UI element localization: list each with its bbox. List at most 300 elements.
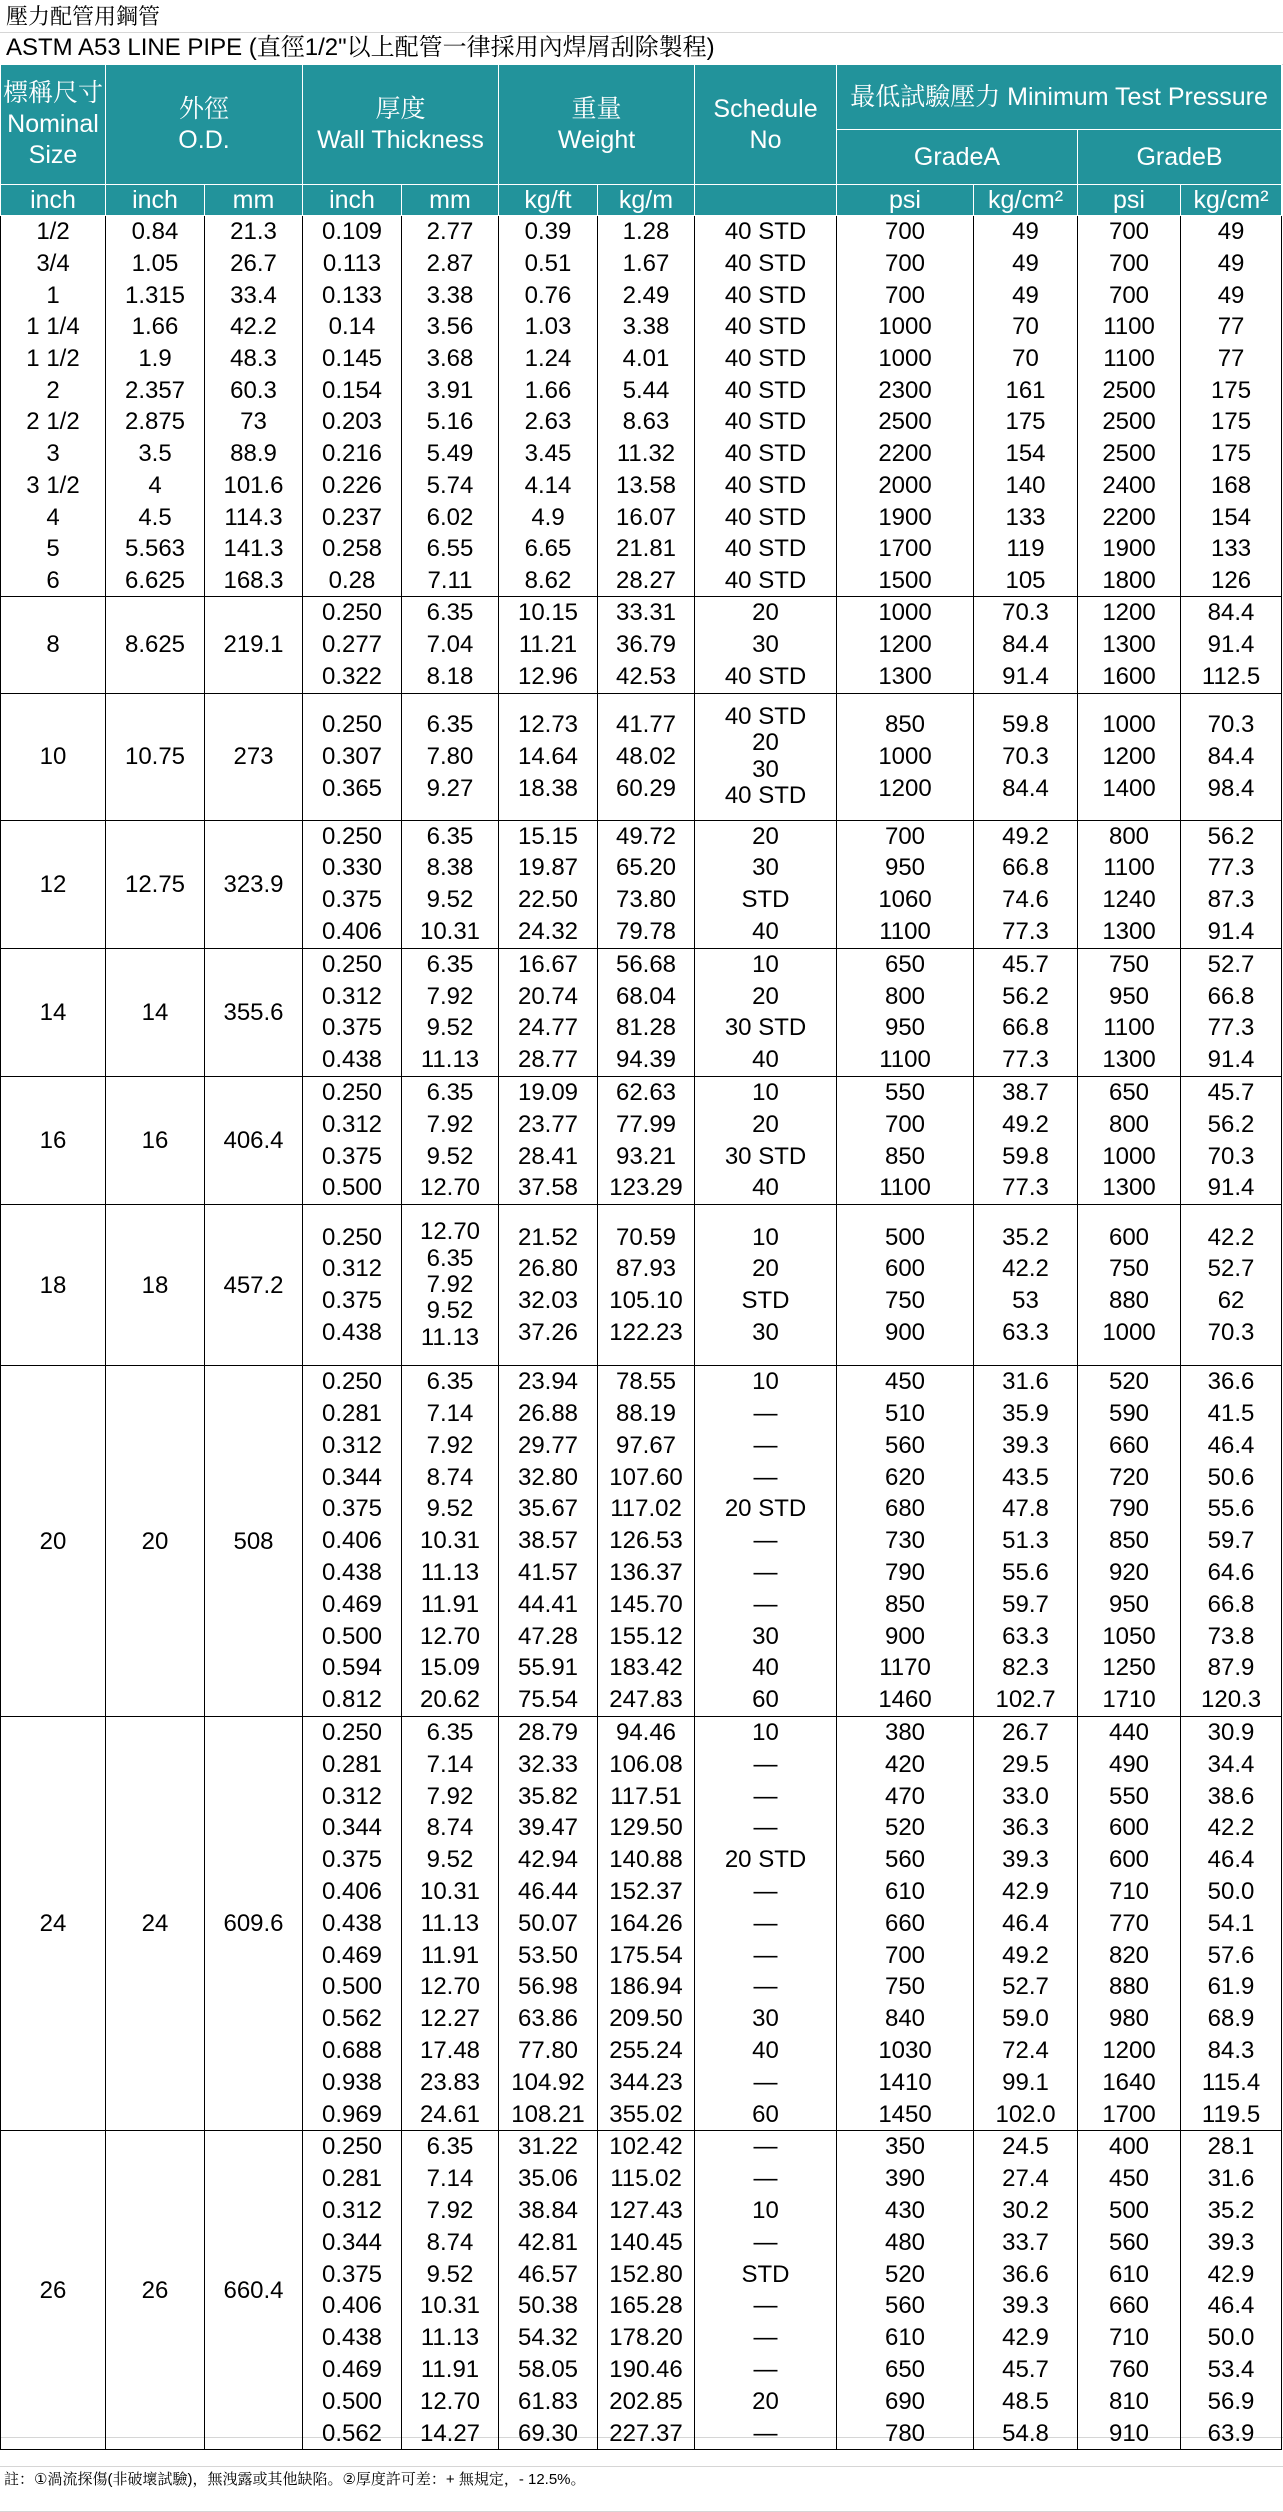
- cell-line: 850: [884, 1142, 926, 1170]
- cell-grade-b-psi: [1078, 1366, 1181, 1717]
- cell-line: 0.562: [321, 2419, 383, 2447]
- cell-line: 140.45: [609, 2228, 683, 2256]
- cell-size: 8: [1, 597, 106, 693]
- cell-od-mm: 273: [205, 693, 303, 820]
- cell-line: 35.06: [517, 2165, 579, 2193]
- cell-line: 94.39: [615, 1046, 677, 1074]
- cell-line: 0.406: [321, 2292, 383, 2320]
- cell-line: 52.7: [1002, 1973, 1049, 2001]
- cell-size: 6: [1, 565, 106, 597]
- cell-line: 37.58: [517, 1174, 579, 1202]
- cell-line: 400: [1108, 2133, 1150, 2161]
- cell-line: 98.4: [1207, 774, 1255, 802]
- cell-line: 710: [1108, 1877, 1150, 1905]
- cell-weight-kgft: 0.39: [499, 216, 598, 248]
- cell-line: 8.74: [426, 1463, 474, 1491]
- cell-schedule: 40 STD: [695, 216, 837, 248]
- cell-line: 30 STD: [724, 1142, 807, 1170]
- cell-line: 36.79: [615, 631, 677, 659]
- cell-line: 84.4: [1207, 599, 1255, 627]
- unit-grade-a-psi: psi: [837, 185, 974, 216]
- cell-line: 0.469: [321, 1590, 383, 1618]
- cell-weight-kgft: 1.66: [499, 374, 598, 406]
- cell-line: 70.3: [1002, 742, 1049, 770]
- cell-size: 3 1/2: [1, 470, 106, 502]
- cell-line: 87.9: [1207, 1654, 1255, 1682]
- cell-line: 1170: [879, 1654, 931, 1682]
- cell-line: 7.04: [426, 631, 474, 659]
- cell-line: 97.67: [615, 1431, 677, 1459]
- cell-grade-b-psi: [1078, 2131, 1181, 2450]
- cell-line: 94.46: [615, 1718, 677, 1746]
- cell-thickness-mm: [402, 1366, 499, 1717]
- cell-line: 850: [1108, 1527, 1150, 1555]
- cell-line: 59.8: [1002, 710, 1049, 738]
- cell-line: 12.70: [419, 1973, 481, 2001]
- cell-thickness-inch: 0.113: [303, 248, 402, 280]
- table-row: [1, 470, 1282, 502]
- cell-line: 1200: [878, 631, 932, 659]
- cell-weight-kgm: 13.58: [598, 470, 695, 502]
- cell-line: 104.92: [511, 2068, 585, 2096]
- cell-line: 6.35: [426, 822, 474, 850]
- cell-grade-a-kgcm2: 154: [974, 438, 1078, 470]
- size-group-row: [1, 2131, 1282, 2450]
- cell-thickness-mm: 2.87: [402, 248, 499, 280]
- cell-line: 380: [884, 1718, 926, 1746]
- cell-line: 9.52: [426, 1297, 474, 1325]
- cell-line: 650: [884, 2355, 926, 2383]
- cell-line: 53.50: [517, 1941, 579, 1969]
- cell-line: 9.52: [426, 886, 474, 914]
- cell-line: 119.5: [1201, 2100, 1261, 2128]
- cell-grade-a-psi: 700: [837, 248, 974, 280]
- cell-weight-kgft: [499, 597, 598, 693]
- cell-line: 117.02: [610, 1495, 682, 1523]
- cell-weight-kgm: 3.38: [598, 311, 695, 343]
- cell-od-inch: 5.563: [106, 533, 205, 565]
- cell-thickness-mm: [402, 948, 499, 1076]
- cell-od-mm: 48.3: [205, 343, 303, 375]
- cell-line: 0.322: [321, 662, 383, 690]
- cell-thickness-inch: 0.237: [303, 501, 402, 533]
- cell-grade-b-psi: 1100: [1078, 343, 1181, 375]
- cell-line: 19.09: [517, 1079, 579, 1107]
- cell-line: 6.35: [426, 1718, 474, 1746]
- cell-line: 84.4: [1207, 742, 1255, 770]
- header-schedule: Schedule No: [695, 65, 837, 185]
- cell-line: —: [753, 1558, 778, 1586]
- cell-line: 44.41: [517, 1590, 579, 1618]
- cell-grade-a-kgcm2: [974, 1716, 1078, 2130]
- cell-line: 32.80: [517, 1463, 579, 1491]
- unit-thickness-mm: mm: [402, 185, 499, 216]
- cell-line: 20: [752, 729, 779, 757]
- cell-grade-a-kgcm2: [974, 820, 1078, 948]
- cell-od-mm: 42.2: [205, 311, 303, 343]
- cell-line: 0.406: [321, 1877, 383, 1905]
- cell-thickness-mm: 5.49: [402, 438, 499, 470]
- cell-thickness-inch: 0.216: [303, 438, 402, 470]
- cell-line: 26.88: [517, 1400, 579, 1427]
- cell-line: 0.250: [321, 822, 383, 850]
- cell-line: 14.27: [419, 2419, 481, 2447]
- cell-line: 105.10: [609, 1287, 683, 1315]
- cell-grade-b-kgcm2: [1181, 2131, 1282, 2450]
- cell-line: 950: [884, 854, 926, 882]
- cell-line: 7.80: [426, 742, 474, 770]
- cell-line: 51.3: [1002, 1527, 1049, 1555]
- cell-line: 66.8: [1207, 1590, 1255, 1618]
- cell-line: 42.94: [517, 1846, 579, 1874]
- cell-line: 14.64: [517, 742, 579, 770]
- cell-line: 12.70: [419, 1174, 481, 1202]
- cell-line: 77.3: [1207, 1014, 1255, 1042]
- cell-grade-b-psi: [1078, 1205, 1181, 1366]
- cell-line: 70.59: [615, 1223, 677, 1251]
- cell-schedule: 40 STD: [695, 406, 837, 438]
- cell-line: 0.375: [321, 886, 383, 914]
- cell-grade-b-kgcm2: [1181, 597, 1282, 693]
- cell-line: —: [753, 2419, 778, 2447]
- cell-line: 56.98: [517, 1973, 579, 2001]
- cell-line: 0.250: [321, 950, 383, 978]
- cell-line: 520: [884, 1814, 926, 1842]
- cell-line: 102.42: [609, 2133, 683, 2161]
- header-grade-a: GradeA: [837, 130, 1078, 185]
- cell-line: 35.9: [1002, 1400, 1049, 1427]
- cell-line: 0.812: [321, 1686, 383, 1714]
- cell-od-mm: 457.2: [205, 1205, 303, 1366]
- unit-schedule: [695, 185, 837, 216]
- unit-weight-kgft: kg/ft: [499, 185, 598, 216]
- cell-line: 27.4: [1002, 2165, 1049, 2193]
- cell-grade-b-psi: 700: [1078, 216, 1181, 248]
- cell-line: 50.0: [1207, 1877, 1255, 1905]
- header-wall-thickness: 厚度 Wall Thickness: [303, 65, 499, 185]
- cell-weight-kgm: 11.32: [598, 438, 695, 470]
- cell-line: 510: [884, 1400, 926, 1427]
- cell-line: 23.83: [419, 2068, 481, 2096]
- page-subtitle: ASTM A53 LINE PIPE (直徑1/2"以上配管一律採用內焊屑刮除製程): [6, 34, 715, 61]
- cell-od-mm: 33.4: [205, 279, 303, 311]
- cell-line: 900: [884, 1622, 926, 1650]
- cell-line: 9.52: [426, 1142, 474, 1170]
- cell-line: 52.7: [1207, 950, 1255, 978]
- cell-line: 0.250: [321, 1718, 383, 1746]
- cell-line: 28.41: [517, 1142, 579, 1170]
- cell-line: 40: [752, 1174, 779, 1202]
- cell-od-inch: 10.75: [106, 693, 205, 820]
- cell-line: 0.375: [321, 1287, 383, 1315]
- table-row: [1, 311, 1282, 343]
- cell-line: 29.5: [1002, 1750, 1049, 1778]
- cell-line: 66.8: [1207, 982, 1255, 1010]
- cell-line: 10: [752, 1079, 779, 1107]
- cell-line: 45.7: [1207, 1079, 1255, 1107]
- cell-weight-kgft: 1.03: [499, 311, 598, 343]
- cell-thickness-inch: [303, 1077, 402, 1205]
- cell-line: 40 STD: [724, 781, 807, 809]
- table-row: [1, 438, 1282, 470]
- cell-weight-kgm: 21.81: [598, 533, 695, 565]
- cell-line: 34.4: [1207, 1750, 1255, 1778]
- cell-line: 60: [752, 1686, 779, 1714]
- cell-od-mm: 406.4: [205, 1077, 303, 1205]
- cell-line: 46.4: [1002, 1909, 1049, 1937]
- cell-line: —: [753, 1909, 778, 1937]
- cell-grade-a-kgcm2: 133: [974, 501, 1078, 533]
- cell-od-inch: 2.357: [106, 374, 205, 406]
- cell-line: 10: [752, 950, 779, 978]
- cell-grade-a-kgcm2: [974, 597, 1078, 693]
- cell-line: 800: [1108, 1110, 1150, 1138]
- cell-line: 42.9: [1207, 2260, 1255, 2288]
- cell-line: 46.4: [1207, 1846, 1255, 1874]
- cell-size: 5: [1, 533, 106, 565]
- cell-line: 12.27: [419, 2005, 481, 2033]
- cell-line: 127.43: [609, 2196, 683, 2224]
- cell-schedule: [695, 597, 837, 693]
- cell-line: 59.7: [1207, 1527, 1255, 1555]
- cell-weight-kgft: 6.65: [499, 533, 598, 565]
- cell-line: 344.23: [609, 2068, 683, 2096]
- cell-line: 42.2: [1002, 1255, 1049, 1283]
- cell-od-mm: 88.9: [205, 438, 303, 470]
- cell-line: 40: [752, 2036, 779, 2064]
- cell-line: 75.54: [517, 1686, 579, 1714]
- cell-line: 50.07: [517, 1909, 579, 1937]
- cell-line: 0.281: [321, 1750, 383, 1778]
- cell-line: 430: [884, 2196, 926, 2224]
- cell-line: 20 STD: [724, 1495, 807, 1523]
- cell-thickness-inch: [303, 693, 402, 820]
- cell-line: 660: [1108, 2292, 1150, 2320]
- cell-od-mm: 26.7: [205, 248, 303, 280]
- cell-weight-kgft: [499, 1077, 598, 1205]
- cell-line: 30.9: [1207, 1718, 1255, 1746]
- cell-line: 355.02: [609, 2100, 683, 2128]
- size-group-row: [1, 693, 1282, 820]
- cell-line: 9.52: [426, 2260, 474, 2288]
- cell-weight-kgm: [598, 2131, 695, 2450]
- cell-schedule: 40 STD: [695, 248, 837, 280]
- cell-grade-a-psi: 2500: [837, 406, 974, 438]
- cell-schedule: 40 STD: [695, 279, 837, 311]
- cell-line: 49.2: [1002, 1941, 1049, 1969]
- cell-line: 42.81: [517, 2228, 579, 2256]
- cell-line: 560: [1108, 2228, 1150, 2256]
- cell-grade-b-kgcm2: 175: [1181, 438, 1282, 470]
- cell-line: 178.20: [609, 2324, 683, 2352]
- cell-line: 7.14: [426, 2165, 474, 2193]
- cell-schedule: 40 STD: [695, 438, 837, 470]
- cell-line: 420: [884, 1750, 926, 1778]
- cell-line: 45.7: [1002, 950, 1049, 978]
- cell-line: 750: [884, 1973, 926, 2001]
- cell-line: 6.35: [426, 1368, 474, 1396]
- cell-weight-kgm: [598, 1716, 695, 2130]
- cell-od-mm: 508: [205, 1366, 303, 1717]
- cell-weight-kgm: [598, 1077, 695, 1205]
- cell-line: 390: [884, 2165, 926, 2193]
- cell-line: 183.42: [609, 1654, 683, 1682]
- cell-line: 72.4: [1002, 2036, 1049, 2064]
- cell-line: 41.77: [615, 710, 677, 738]
- cell-line: 77.3: [1002, 1046, 1049, 1074]
- cell-line: 38.6: [1207, 1782, 1255, 1810]
- cell-line: 9.52: [426, 1014, 474, 1042]
- cell-line: 8.18: [426, 662, 474, 690]
- cell-line: 620: [884, 1463, 926, 1491]
- cell-line: 35.2: [1002, 1223, 1049, 1251]
- cell-grade-a-psi: 700: [837, 279, 974, 311]
- table-row: [1, 343, 1282, 375]
- cell-line: 610: [884, 1877, 926, 1905]
- cell-line: 61.83: [517, 2387, 579, 2415]
- cell-line: 15.15: [517, 822, 579, 850]
- size-group-row: [1, 1205, 1282, 1366]
- cell-line: 500: [884, 1223, 926, 1251]
- cell-size: 1 1/4: [1, 311, 106, 343]
- cell-line: 0.344: [321, 2228, 383, 2256]
- cell-od-mm: 219.1: [205, 597, 303, 693]
- cell-grade-b-psi: 2200: [1078, 501, 1181, 533]
- cell-line: 0.500: [321, 1622, 383, 1650]
- cell-line: 6.35: [426, 2133, 474, 2161]
- cell-grade-b-kgcm2: 175: [1181, 406, 1282, 438]
- cell-line: 117.51: [610, 1782, 682, 1810]
- cell-line: 650: [1108, 1079, 1150, 1107]
- cell-grade-a-kgcm2: 119: [974, 533, 1078, 565]
- cell-size: 18: [1, 1205, 106, 1366]
- cell-line: 84.4: [1002, 774, 1049, 802]
- cell-line: 770: [1108, 1909, 1150, 1937]
- cell-weight-kgm: 16.07: [598, 501, 695, 533]
- cell-line: —: [753, 1973, 778, 2001]
- cell-grade-b-psi: [1078, 693, 1181, 820]
- cell-line: 950: [1108, 982, 1150, 1010]
- cell-od-inch: 2.875: [106, 406, 205, 438]
- cell-line: 0.344: [321, 1814, 383, 1842]
- cell-thickness-inch: 0.154: [303, 374, 402, 406]
- cell-line: 59.0: [1002, 2005, 1049, 2033]
- cell-line: 520: [884, 2260, 926, 2288]
- cell-size: 1: [1, 279, 106, 311]
- cell-line: 68.04: [615, 982, 677, 1010]
- cell-thickness-inch: 0.226: [303, 470, 402, 502]
- cell-weight-kgft: 2.63: [499, 406, 598, 438]
- cell-line: 18.38: [517, 774, 579, 802]
- cell-schedule: [695, 693, 837, 820]
- cell-line: 54.32: [517, 2324, 579, 2352]
- cell-line: —: [753, 2355, 778, 2383]
- cell-thickness-mm: 3.91: [402, 374, 499, 406]
- cell-line: 20: [752, 599, 779, 627]
- cell-line: 31.22: [517, 2133, 579, 2161]
- cell-line: 1250: [1102, 1654, 1156, 1682]
- cell-line: 0.281: [321, 2165, 383, 2193]
- cell-line: 950: [884, 1014, 926, 1042]
- cell-grade-a-psi: [837, 1366, 974, 1717]
- cell-line: 70.3: [1207, 710, 1255, 738]
- cell-weight-kgft: 4.14: [499, 470, 598, 502]
- cell-grade-a-kgcm2: 161: [974, 374, 1078, 406]
- cell-line: 7.92: [426, 982, 474, 1010]
- cell-line: 980: [1108, 2005, 1150, 2033]
- cell-weight-kgft: [499, 1205, 598, 1366]
- cell-thickness-mm: 5.16: [402, 406, 499, 438]
- cell-line: 730: [884, 1527, 926, 1555]
- cell-line: 24.61: [419, 2100, 481, 2128]
- cell-line: 9.52: [426, 1846, 474, 1874]
- cell-weight-kgft: 4.9: [499, 501, 598, 533]
- cell-od-inch: 1.66: [106, 311, 205, 343]
- cell-grade-a-psi: [837, 597, 974, 693]
- cell-grade-b-kgcm2: [1181, 693, 1282, 820]
- cell-size: 24: [1, 1716, 106, 2130]
- cell-weight-kgft: [499, 693, 598, 820]
- cell-line: 0.250: [321, 710, 383, 738]
- cell-line: 750: [1108, 1255, 1150, 1283]
- cell-line: 7.92: [426, 1110, 474, 1138]
- cell-thickness-mm: [402, 1077, 499, 1205]
- cell-thickness-inch: [303, 1366, 402, 1717]
- cell-line: 1300: [1102, 918, 1156, 946]
- cell-schedule: 40 STD: [695, 533, 837, 565]
- cell-line: 450: [884, 1368, 926, 1396]
- cell-line: 38.84: [517, 2196, 579, 2224]
- cell-line: 73.8: [1207, 1622, 1255, 1650]
- cell-line: 102.7: [995, 1686, 1056, 1714]
- cell-grade-a-kgcm2: 49: [974, 279, 1078, 311]
- cell-line: —: [753, 1590, 778, 1618]
- cell-line: 900: [884, 1319, 926, 1346]
- cell-od-inch: 26: [106, 2131, 205, 2450]
- cell-line: —: [753, 1941, 778, 1969]
- cell-line: 66.8: [1002, 854, 1049, 882]
- cell-line: 54.8: [1002, 2419, 1049, 2447]
- cell-line: 10: [752, 2196, 779, 2224]
- cell-line: 1450: [878, 2100, 932, 2128]
- cell-thickness-inch: [303, 1716, 402, 2130]
- cell-line: 7.92: [426, 1431, 474, 1459]
- cell-line: 40 STD: [724, 662, 807, 690]
- cell-weight-kgft: [499, 1716, 598, 2130]
- cell-line: 600: [1108, 1814, 1150, 1842]
- cell-line: 560: [884, 1846, 926, 1874]
- cell-line: 0.438: [321, 1909, 383, 1937]
- cell-line: 24.5: [1002, 2133, 1049, 2161]
- cell-od-inch: 24: [106, 1716, 205, 2130]
- cell-line: 0.250: [321, 599, 383, 627]
- cell-size: 2: [1, 374, 106, 406]
- cell-line: 17.48: [419, 2036, 481, 2064]
- cell-grade-a-psi: [837, 1205, 974, 1366]
- cell-line: 0.330: [321, 854, 383, 882]
- cell-thickness-mm: 6.55: [402, 533, 499, 565]
- cell-line: 24.77: [517, 1014, 579, 1042]
- cell-line: 610: [1108, 2260, 1150, 2288]
- cell-line: 61.9: [1207, 1973, 1255, 2001]
- cell-line: 39.47: [517, 1814, 579, 1842]
- cell-line: 11.21: [518, 631, 578, 659]
- cell-line: 0.375: [321, 1846, 383, 1874]
- cell-line: 20: [752, 2387, 779, 2415]
- cell-grade-a-kgcm2: 140: [974, 470, 1078, 502]
- cell-line: 0.969: [321, 2100, 383, 2128]
- cell-weight-kgm: [598, 597, 695, 693]
